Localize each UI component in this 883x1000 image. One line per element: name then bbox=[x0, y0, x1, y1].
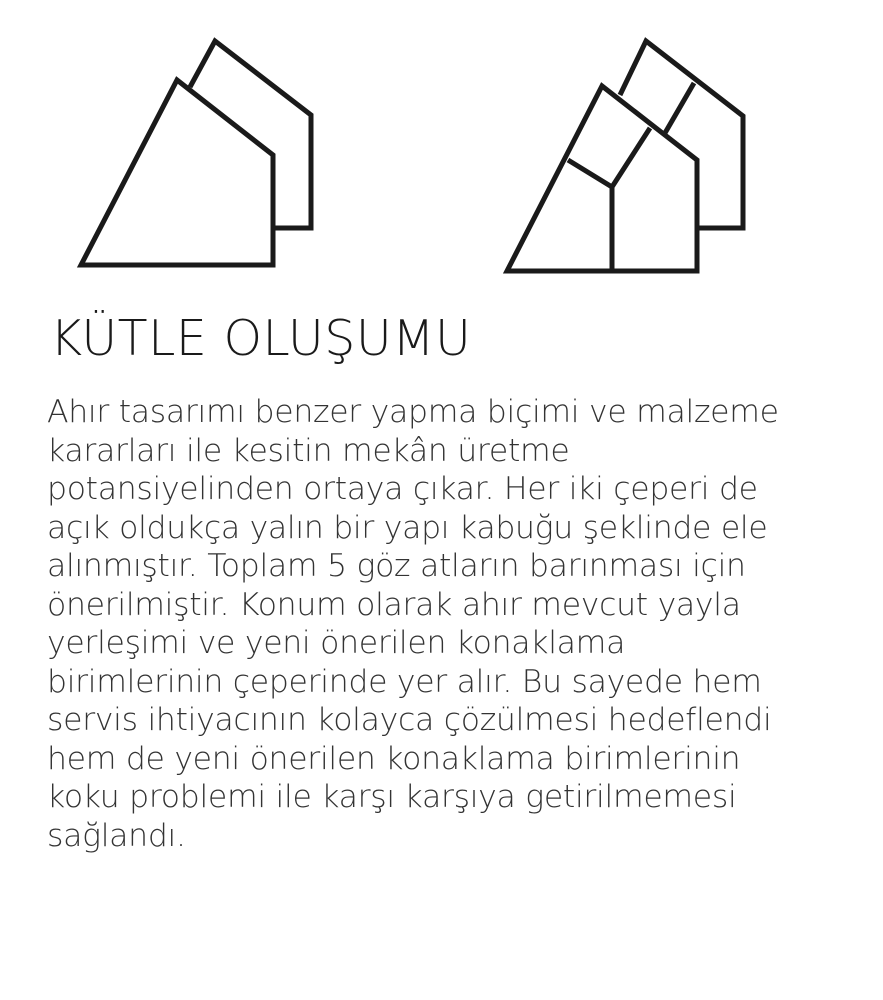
left-front-mass bbox=[81, 80, 273, 265]
description-line: sağlandı. bbox=[47, 817, 186, 854]
description-line: potansiyelinden ortaya çıkar. Her iki çeperi de bbox=[47, 471, 758, 507]
description-line: kararları ile kesitin mekân üretme bbox=[47, 432, 570, 469]
description-line: yerleşimi ve yeni önerilen konaklama bbox=[47, 625, 626, 661]
description-line: önerilmiştir. Konum olarak ahır mevcut yayla bbox=[47, 586, 741, 623]
section-title: KÜTLE OLUŞUMU bbox=[50, 310, 472, 367]
right-back-division bbox=[665, 83, 694, 133]
description-line: Ahır tasarımı benzer yapma biçimi ve malzeme bbox=[47, 394, 779, 430]
description-line: alınmıştır. Toplam 5 göz atların barınması için bbox=[47, 548, 746, 584]
right-front-division-upper bbox=[568, 128, 650, 187]
left-mass-diagram bbox=[81, 41, 311, 265]
description-line: koku problemi ile karşı karşıya getirilmemesi bbox=[47, 779, 737, 815]
right-mass-diagram bbox=[507, 41, 743, 271]
description-line: açık oldukça yalın bir yapı kabuğu şeklinde ele bbox=[47, 509, 768, 546]
description-line: birimlerinin çeperinde yer alır. Bu sayede hem bbox=[47, 663, 762, 700]
mass-formation-svg bbox=[0, 0, 883, 300]
description-line: servis ihtiyacının kolayca çözülmesi hedeflendi bbox=[47, 702, 772, 738]
mass-formation-diagram bbox=[0, 0, 883, 300]
description-paragraph bbox=[47, 393, 867, 855]
right-back-mass bbox=[620, 41, 743, 228]
description-line: hem de yeni önerilen konaklama birimlerinin bbox=[47, 740, 741, 777]
